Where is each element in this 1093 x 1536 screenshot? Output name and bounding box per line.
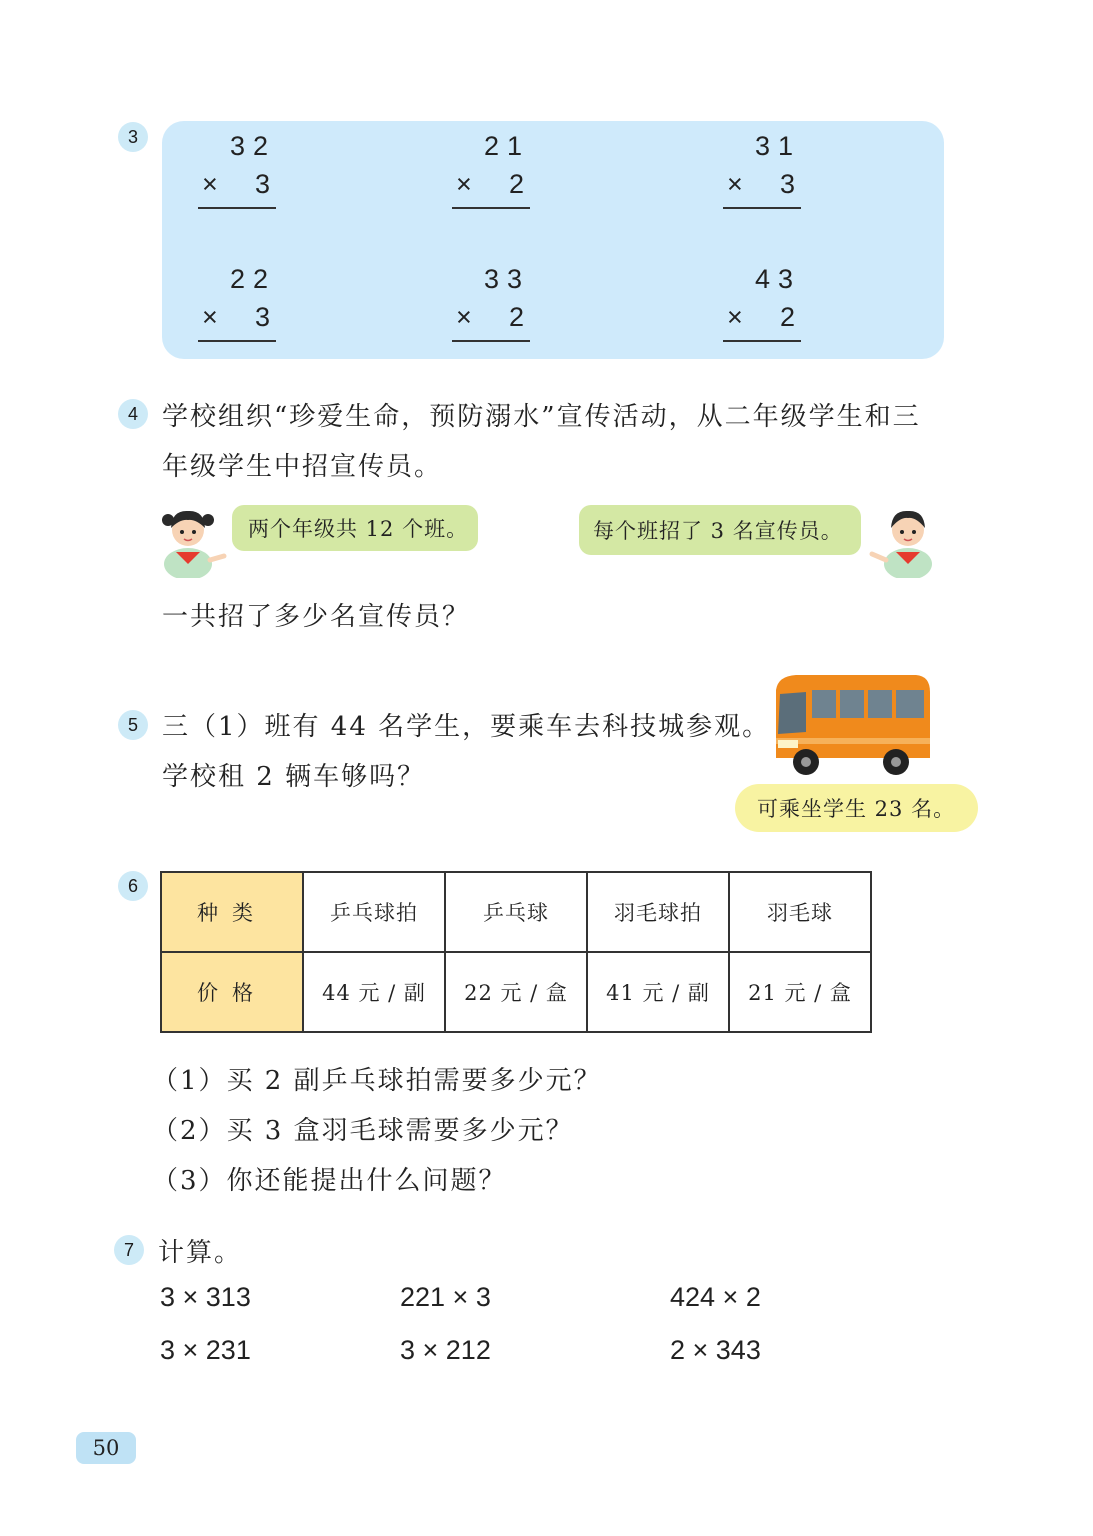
- problem6-question-3: （3）你还能提出什么问题？: [152, 1166, 507, 1196]
- problem-number-7: 7: [114, 1235, 144, 1265]
- vertical-calc-1: [198, 131, 276, 209]
- problem4-question: 一共招了多少名宣传员？: [162, 602, 471, 632]
- calculation-expression: 424 × 2: [670, 1282, 761, 1312]
- table-header-cell: 价格: [161, 952, 303, 1032]
- table-row: [161, 952, 871, 1032]
- times-sign: ×: [202, 169, 218, 199]
- multiplier-row: [452, 302, 530, 342]
- vertical-multiplication-box: [162, 121, 944, 359]
- problem7-title: 计算。: [158, 1238, 243, 1268]
- problem-number-6: 6: [118, 871, 148, 901]
- multiplicand: 32: [229, 131, 276, 161]
- multiplicand: 43: [754, 264, 801, 294]
- vertical-calc-4: [198, 264, 276, 342]
- table-cell: 21 元 / 盒: [729, 952, 871, 1032]
- vertical-calc-6: [723, 264, 801, 342]
- girl-student-illustration: [152, 502, 228, 578]
- table-row: [161, 872, 871, 952]
- table-cell: 羽毛球拍: [587, 872, 729, 952]
- speech-bubble-recruits: 每个班招了 3 名宣传员。: [579, 505, 861, 555]
- multiplicand: 22: [229, 264, 276, 294]
- multiplicand: 31: [754, 131, 801, 161]
- table-cell: 22 元 / 盒: [445, 952, 587, 1032]
- calculation-expression: 3 × 212: [400, 1335, 491, 1365]
- multiplier-row: [198, 302, 276, 342]
- problem5-line2: 学校租 2 辆车够吗？: [162, 762, 426, 792]
- multiplier: 2: [508, 302, 524, 332]
- table-cell: 羽毛球: [729, 872, 871, 952]
- multiplier-row: [198, 169, 276, 209]
- speech-bubble-bus-capacity: 可乘坐学生 23 名。: [735, 784, 978, 832]
- table-header-cell: 种类: [161, 872, 303, 952]
- vertical-calc-5: [452, 264, 530, 342]
- table-cell: 乒乓球: [445, 872, 587, 952]
- multiplier: 2: [508, 169, 524, 199]
- multiplier: 3: [254, 169, 270, 199]
- times-sign: ×: [456, 169, 472, 199]
- problem-number-3: 3: [118, 122, 148, 152]
- problem4-line2: 年级学生中招宣传员。: [162, 452, 443, 482]
- problem-number-4: 4: [118, 399, 148, 429]
- calculation-expression: 2 × 343: [670, 1335, 761, 1365]
- multiplier: 3: [254, 302, 270, 332]
- multiplicand: 21: [483, 131, 530, 161]
- table-cell: 44 元 / 副: [303, 952, 445, 1032]
- multiplier-row: [723, 169, 801, 209]
- calculation-expression: 3 × 231: [160, 1335, 251, 1365]
- multiplier-row: [452, 169, 530, 209]
- calculation-expression: 221 × 3: [400, 1282, 491, 1312]
- problem-number-5: 5: [118, 710, 148, 740]
- times-sign: ×: [456, 302, 472, 332]
- problem6-question-1: （1）买 2 副乒乓球拍需要多少元？: [152, 1066, 602, 1096]
- boy-student-illustration: [868, 502, 944, 578]
- calculation-expression: 3 × 313: [160, 1282, 251, 1312]
- times-sign: ×: [202, 302, 218, 332]
- speech-bubble-classes: 两个年级共 12 个班。: [232, 505, 478, 551]
- multiplicand: 33: [483, 264, 530, 294]
- table-cell: 乒乓球拍: [303, 872, 445, 952]
- multiplier: 3: [779, 169, 795, 199]
- multiplier: 2: [779, 302, 795, 332]
- vertical-calc-3: [723, 131, 801, 209]
- problem6-question-2: （2）买 3 盒羽毛球需要多少元？: [152, 1116, 574, 1146]
- times-sign: ×: [727, 169, 743, 199]
- table-cell: 41 元 / 副: [587, 952, 729, 1032]
- problem4-line1: 学校组织“珍爱生命，预防溺水”宣传活动，从二年级学生和三: [162, 402, 921, 432]
- multiplier-row: [723, 302, 801, 342]
- times-sign: ×: [727, 302, 743, 332]
- problem5-line1: 三（1）班有 44 名学生，要乘车去科技城参观。: [162, 712, 771, 742]
- price-table: [160, 871, 872, 1033]
- bus-illustration: [766, 670, 934, 780]
- page-number: 50: [76, 1432, 136, 1464]
- vertical-calc-2: [452, 131, 530, 209]
